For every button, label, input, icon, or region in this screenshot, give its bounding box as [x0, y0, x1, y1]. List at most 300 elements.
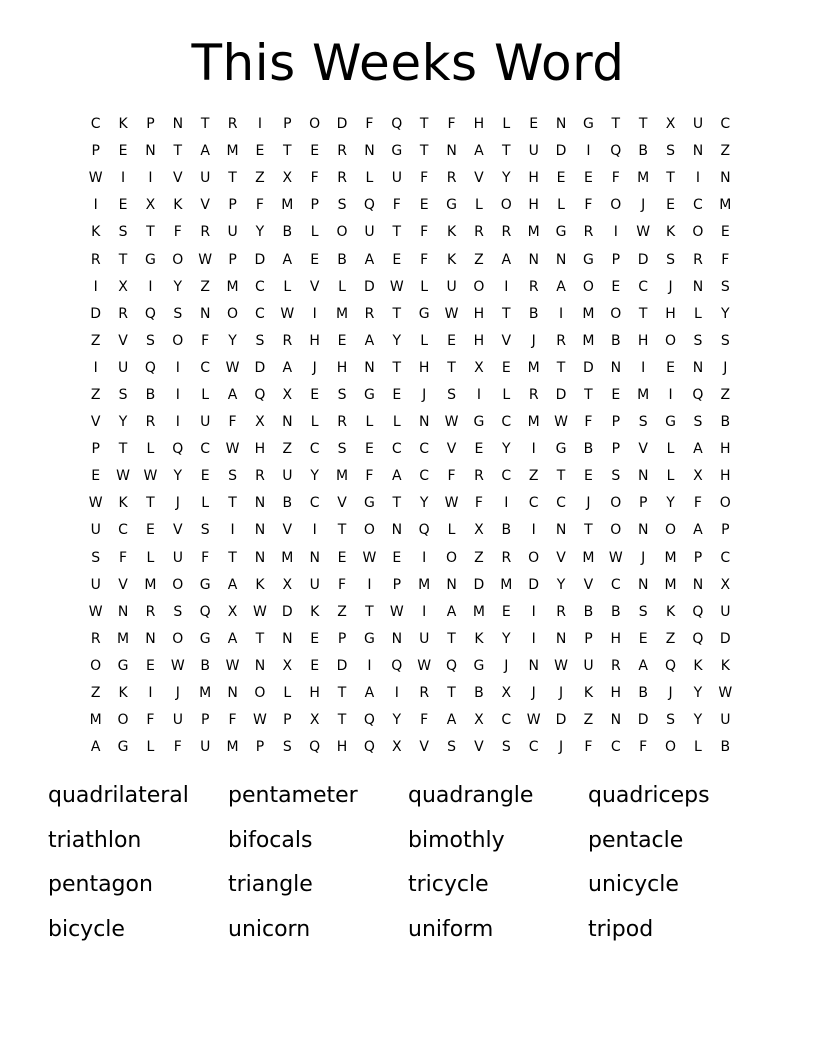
grid-letter: U [172, 549, 183, 566]
grid-letter: C [720, 549, 731, 566]
grid-letter: F [146, 712, 155, 729]
grid-letter: V [90, 414, 101, 431]
grid-letter: I [531, 603, 536, 620]
grid-letter: V [309, 278, 320, 295]
grid-letter: Y [173, 468, 183, 485]
letter-grid [82, 111, 739, 761]
grid-letter: J [312, 359, 317, 376]
grid-letter: K [255, 576, 265, 593]
grid-letter: V [337, 495, 347, 512]
grid-letter: O [363, 522, 375, 539]
grid-letter: T [365, 603, 374, 620]
grid-letter: I [422, 603, 427, 620]
grid-row [82, 246, 739, 273]
grid-row [82, 517, 739, 544]
grid-letter: A [200, 143, 210, 160]
grid-letter: G [446, 197, 457, 214]
grid-letter: W [718, 685, 733, 702]
grid-letter: M [281, 197, 294, 214]
word-list-item: quadrilateral [48, 783, 189, 808]
grid-letter: F [173, 224, 182, 241]
grid-letter: X [118, 278, 128, 295]
grid-letter: E [118, 197, 128, 214]
grid-letter: T [283, 143, 292, 160]
grid-letter: U [309, 576, 320, 593]
grid-letter: V [501, 332, 512, 349]
grid-letter: Y [502, 170, 511, 187]
grid-letter: Z [282, 441, 293, 458]
grid-letter: S [91, 549, 101, 566]
grid-letter: C [528, 739, 539, 756]
grid-letter: E [91, 468, 101, 485]
word-list-item: uniform [408, 916, 494, 942]
grid-letter: G [473, 657, 485, 674]
grid-letter: V [474, 170, 484, 187]
grid-letter: G [583, 116, 594, 133]
grid-letter: A [638, 657, 648, 674]
grid-letter: C [419, 468, 430, 485]
grid-letter: S [501, 739, 511, 756]
grid-letter: I [120, 170, 126, 187]
grid-letter: F [420, 712, 429, 729]
grid-letter: L [666, 468, 675, 485]
grid-letter: R [90, 251, 101, 268]
grid-letter: Y [502, 441, 511, 458]
grid-row [82, 138, 739, 165]
grid-letter: B [720, 739, 731, 756]
grid-row [82, 680, 739, 707]
grid-letter: R [145, 414, 156, 431]
grid-letter: C [200, 359, 211, 376]
grid-letter: O [719, 495, 731, 512]
grid-letter: C [720, 116, 731, 133]
grid-letter: R [255, 468, 265, 485]
grid-letter: R [528, 386, 539, 403]
grid-letter: I [504, 278, 509, 295]
grid-letter: J [558, 739, 564, 756]
grid-letter: N [254, 495, 266, 512]
grid-letter: I [586, 143, 591, 160]
grid-letter: I [93, 278, 98, 295]
grid-letter: Q [363, 712, 375, 729]
grid-letter: E [365, 441, 374, 458]
grid-letter: W [636, 224, 651, 241]
grid-letter: C [556, 495, 566, 512]
grid-letter: E [118, 143, 128, 160]
grid-letter: L [447, 522, 456, 539]
grid-letter: B [501, 522, 512, 539]
grid-letter: R [474, 468, 484, 485]
grid-letter: J [723, 359, 728, 376]
grid-letter: E [337, 549, 347, 566]
grid-letter: B [638, 143, 648, 160]
grid-letter: K [91, 224, 101, 241]
grid-letter: L [283, 278, 292, 295]
grid-letter: T [419, 143, 429, 160]
grid-letter: W [170, 657, 185, 674]
grid-row [82, 626, 739, 653]
grid-letter: W [116, 468, 130, 485]
grid-letter: L [283, 685, 292, 702]
grid-letter: A [446, 712, 457, 729]
grid-letter: A [392, 468, 402, 485]
grid-letter: T [447, 685, 456, 702]
grid-letter: F [721, 251, 730, 268]
grid-row [82, 274, 739, 301]
grid-letter: W [444, 414, 459, 431]
grid-letter: Z [474, 251, 484, 268]
grid-letter: E [611, 278, 621, 295]
grid-letter: A [227, 630, 238, 647]
grid-letter: I [93, 197, 98, 214]
grid-letter: H [418, 359, 430, 376]
grid-row [82, 436, 739, 463]
grid-letter: Q [254, 386, 266, 403]
grid-letter: I [312, 522, 317, 539]
grid-letter: L [365, 170, 374, 187]
grid-letter: H [473, 305, 485, 322]
grid-letter: E [419, 197, 429, 214]
grid-letter: U [692, 116, 704, 133]
grid-letter: R [583, 224, 594, 241]
grid-letter: Y [666, 495, 675, 512]
grid-letter: V [638, 441, 648, 458]
grid-letter: T [146, 224, 155, 241]
grid-letter: W [444, 305, 459, 322]
grid-letter: V [446, 441, 457, 458]
grid-letter: Z [665, 630, 676, 647]
grid-letter: L [146, 739, 155, 756]
grid-letter: S [693, 414, 703, 431]
grid-letter: I [558, 305, 564, 322]
grid-letter: X [282, 386, 293, 403]
grid-letter: Y [556, 576, 566, 593]
grid-letter: X [145, 197, 156, 214]
grid-letter: L [201, 386, 210, 403]
grid-letter: J [422, 386, 427, 403]
grid-letter: L [201, 495, 210, 512]
grid-letter: U [282, 468, 293, 485]
grid-letter: T [337, 712, 347, 729]
grid-letter: F [119, 549, 128, 566]
grid-letter: S [666, 251, 675, 268]
grid-letter: G [199, 630, 211, 647]
word-list-item: triathlon [48, 827, 142, 853]
grid-letter: U [446, 278, 457, 295]
grid-letter: W [554, 414, 568, 431]
grid-letter: R [501, 549, 512, 566]
grid-letter: W [198, 251, 213, 268]
grid-letter: N [528, 657, 539, 674]
grid-letter: N [309, 549, 320, 566]
grid-letter: Q [692, 386, 704, 403]
grid-letter: N [720, 170, 731, 187]
grid-letter: I [175, 359, 180, 376]
grid-letter: M [664, 549, 677, 566]
grid-letter: T [638, 305, 648, 322]
grid-letter: I [93, 359, 98, 376]
grid-letter: R [556, 603, 566, 620]
grid-letter: N [555, 630, 567, 647]
grid-letter: I [476, 386, 481, 403]
grid-letter: H [720, 468, 731, 485]
grid-letter: O [90, 657, 102, 674]
grid-letter: R [282, 332, 293, 349]
grid-letter: X [501, 685, 512, 702]
grid-letter: S [666, 712, 675, 729]
grid-letter: S [145, 332, 155, 349]
grid-letter: E [310, 143, 320, 160]
grid-letter: W [253, 712, 267, 729]
grid-letter: W [389, 603, 404, 620]
grid-letter: S [228, 468, 237, 485]
grid-letter: S [638, 414, 648, 431]
grid-letter: H [473, 332, 485, 349]
grid-letter: P [392, 576, 402, 593]
grid-letter: B [145, 386, 156, 403]
grid-letter: I [531, 522, 536, 539]
grid-letter: R [364, 305, 375, 322]
grid-letter: K [446, 251, 457, 268]
grid-letter: N [117, 603, 129, 620]
grid-letter: J [586, 495, 591, 512]
grid-letter: N [555, 116, 567, 133]
grid-letter: F [584, 197, 593, 214]
grid-letter: G [555, 224, 567, 241]
grid-row [82, 382, 739, 409]
grid-letter: K [118, 685, 128, 702]
grid-letter: I [613, 224, 618, 241]
grid-letter: N [364, 359, 375, 376]
grid-letter: D [281, 603, 293, 620]
grid-letter: V [474, 739, 484, 756]
grid-letter: O [500, 197, 512, 214]
grid-letter: Z [720, 386, 731, 403]
grid-letter: M [582, 305, 595, 322]
grid-letter: D [90, 305, 102, 322]
grid-letter: E [611, 386, 621, 403]
grid-letter: R [501, 224, 512, 241]
grid-letter: U [720, 603, 731, 620]
grid-letter: X [282, 576, 293, 593]
grid-letter: J [641, 197, 646, 214]
grid-letter: L [392, 414, 401, 431]
grid-letter: O [665, 739, 677, 756]
grid-letter: R [556, 332, 566, 349]
grid-letter: X [392, 739, 402, 756]
word-list-item: tricycle [408, 872, 489, 897]
grid-letter: E [310, 386, 320, 403]
word-list-item: bifocals [228, 827, 313, 853]
grid-letter: F [447, 468, 456, 485]
grid-letter: Z [583, 712, 594, 729]
grid-letter: F [228, 712, 237, 729]
grid-letter: W [444, 495, 459, 512]
grid-letter: W [88, 603, 103, 620]
grid-letter: L [475, 197, 483, 214]
word-list-item: triangle [228, 872, 313, 897]
grid-letter: F [420, 251, 429, 268]
grid-letter: I [312, 305, 317, 322]
grid-letter: M [226, 739, 239, 756]
grid-letter: M [527, 224, 540, 241]
grid-letter: F [584, 739, 593, 756]
grid-letter: R [337, 414, 347, 431]
grid-letter: R [337, 143, 347, 160]
grid-letter: A [282, 251, 293, 268]
grid-letter: T [146, 495, 155, 512]
grid-letter: M [144, 576, 157, 593]
grid-letter: C [255, 278, 265, 295]
grid-letter: M [336, 468, 349, 485]
grid-letter: E [501, 603, 511, 620]
grid-letter: F [420, 224, 429, 241]
grid-letter: P [255, 739, 265, 756]
grid-letter: Y [693, 685, 703, 702]
grid-letter: Q [665, 657, 677, 674]
grid-letter: F [365, 468, 374, 485]
grid-letter: P [611, 441, 621, 458]
grid-letter: A [282, 359, 293, 376]
grid-letter: Q [144, 359, 156, 376]
grid-letter: T [228, 170, 237, 187]
grid-letter: R [337, 170, 347, 187]
grid-letter: C [200, 441, 211, 458]
grid-letter: N [555, 251, 567, 268]
grid-letter: C [501, 468, 512, 485]
grid-letter: M [719, 197, 732, 214]
grid-row [82, 409, 739, 436]
grid-letter: N [610, 712, 622, 729]
grid-letter: L [502, 386, 511, 403]
grid-letter: E [529, 116, 539, 133]
grid-letter: B [528, 305, 539, 322]
grid-letter: J [558, 685, 564, 702]
grid-letter: N [364, 143, 375, 160]
grid-letter: Y [118, 414, 128, 431]
grid-letter: R [528, 278, 539, 295]
grid-letter: P [638, 495, 648, 512]
grid-row [82, 463, 739, 490]
grid-letter: I [504, 495, 509, 512]
grid-letter: N [692, 143, 704, 160]
grid-letter: N [254, 549, 266, 566]
grid-letter: T [502, 305, 511, 322]
grid-letter: L [557, 197, 565, 214]
grid-letter: V [200, 197, 210, 214]
grid-letter: E [666, 359, 675, 376]
grid-letter: S [118, 386, 128, 403]
grid-letter: M [418, 576, 431, 593]
grid-letter: T [419, 116, 429, 133]
grid-letter: L [146, 549, 155, 566]
grid-letter: C [528, 495, 539, 512]
grid-letter: R [610, 657, 621, 674]
grid-letter: R [200, 224, 211, 241]
grid-letter: E [666, 197, 675, 214]
grid-letter: H [336, 359, 348, 376]
grid-letter: J [531, 685, 536, 702]
grid-letter: Y [693, 712, 703, 729]
grid-letter: P [693, 549, 703, 566]
grid-letter: Q [363, 739, 375, 756]
grid-letter: Q [363, 197, 375, 214]
grid-letter: W [225, 657, 240, 674]
grid-letter: D [473, 576, 485, 593]
grid-letter: S [200, 522, 210, 539]
grid-letter: C [118, 522, 128, 539]
grid-letter: E [392, 386, 402, 403]
grid-letter: A [90, 739, 101, 756]
grid-letter: X [665, 116, 676, 133]
grid-row [82, 707, 739, 734]
grid-letter: W [225, 441, 240, 458]
grid-letter: I [148, 278, 153, 295]
grid-letter: D [254, 359, 266, 376]
page-title: This Weeks Word [191, 34, 625, 92]
grid-letter: I [175, 414, 180, 431]
grid-letter: R [446, 170, 457, 187]
grid-letter: S [337, 197, 347, 214]
grid-letter: T [200, 116, 210, 133]
grid-letter: A [693, 441, 703, 458]
grid-letter: D [555, 712, 567, 729]
grid-letter: T [173, 143, 183, 160]
grid-letter: C [501, 414, 512, 431]
grid-letter: N [555, 522, 567, 539]
grid-letter: B [282, 495, 293, 512]
grid-row [82, 572, 739, 599]
grid-letter: E [720, 224, 730, 241]
grid-letter: S [666, 143, 675, 160]
grid-letter: A [501, 251, 512, 268]
grid-row [82, 192, 739, 219]
grid-letter: V [556, 549, 566, 566]
grid-letter: C [638, 278, 649, 295]
grid-letter: T [556, 468, 566, 485]
grid-letter: Q [391, 657, 403, 674]
grid-letter: S [447, 386, 456, 403]
grid-letter: C [255, 305, 265, 322]
grid-letter: Z [720, 143, 731, 160]
grid-letter: E [146, 657, 155, 674]
grid-letter: T [666, 170, 675, 187]
grid-letter: X [282, 657, 293, 674]
grid-letter: C [309, 441, 320, 458]
grid-letter: I [367, 576, 372, 593]
grid-letter: C [419, 441, 430, 458]
grid-letter: L [694, 739, 702, 756]
grid-letter: O [610, 305, 622, 322]
grid-letter: E [638, 630, 648, 647]
grid-letter: N [692, 576, 704, 593]
grid-letter: G [418, 305, 430, 322]
grid-letter: T [611, 116, 621, 133]
grid-letter: V [118, 332, 128, 349]
grid-letter: F [392, 197, 401, 214]
grid-letter: H [528, 170, 539, 187]
grid-letter: G [391, 143, 403, 160]
grid-letter: F [310, 170, 319, 187]
grid-row [82, 355, 739, 382]
grid-letter: I [531, 441, 536, 458]
grid-letter: W [554, 657, 568, 674]
grid-letter: M [500, 576, 513, 593]
grid-letter: F [420, 170, 429, 187]
grid-letter: R [419, 685, 430, 702]
grid-letter: A [446, 603, 457, 620]
grid-letter: B [474, 685, 484, 702]
